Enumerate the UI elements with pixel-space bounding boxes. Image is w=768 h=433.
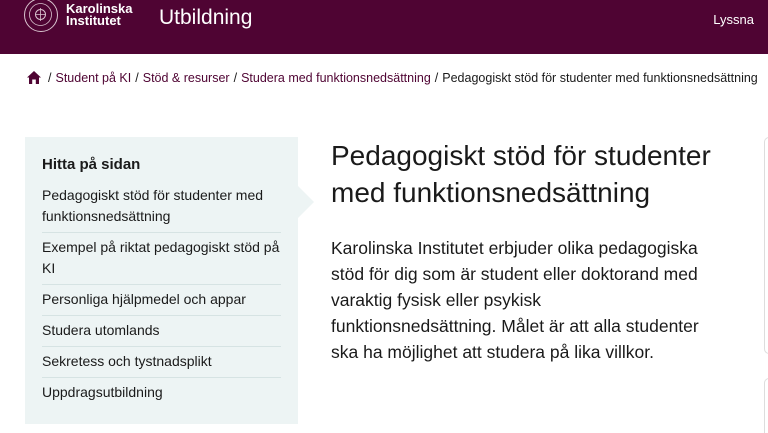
site-title[interactable]: Utbildning [159, 6, 253, 29]
breadcrumb-link-stod-resurser[interactable]: Stöd & resurser [142, 70, 230, 85]
site-header [0, 0, 768, 54]
toc-item[interactable]: Uppdragsutbildning [42, 384, 163, 400]
breadcrumb-current: Pedagogiskt stöd för studenter med funktionsnedsättning [442, 70, 758, 85]
toc-title: Hitta på sidan [42, 156, 141, 173]
breadcrumb-link-funktionsnedsattning[interactable]: Studera med funktionsnedsättning [241, 70, 431, 85]
ki-logo[interactable] [24, 0, 132, 36]
breadcrumb-separator: / [48, 70, 52, 85]
side-card-edge [764, 378, 768, 433]
toc-item[interactable]: Studera utomlands [42, 320, 281, 347]
toc-item[interactable]: Personliga hjälpmedel och appar [42, 289, 281, 316]
breadcrumb-separator: / [434, 70, 439, 85]
logo-wordmark: Karolinska Institutet [66, 1, 133, 28]
ki-seal-icon [24, 0, 58, 32]
breadcrumb [26, 70, 768, 85]
breadcrumb-separator: / [135, 70, 139, 85]
toc-item[interactable]: Sekretess och tystnadsplikt [42, 351, 281, 378]
breadcrumb-separator: / [233, 70, 238, 85]
table-of-contents [25, 137, 298, 424]
page-title: Pedagogiskt stöd för studenter med funktionsnedsättning [331, 140, 711, 208]
breadcrumb-link-student[interactable]: Student på KI [55, 70, 132, 85]
lead-paragraph: Karolinska Institutet erbjuder olika pedagogiska stöd för dig som är student eller doktorand med varaktig fysisk eller psykisk funktionsnedsättning. Målet är att alla studenter ska ha möjlighet att studera på lika villkor. [331, 238, 699, 362]
toc-item[interactable]: Exempel på riktat pedagogiskt stöd på KI [42, 237, 281, 285]
side-card-edge [764, 137, 768, 354]
main-content [331, 137, 711, 365]
toc-pointer [298, 186, 314, 218]
home-icon[interactable] [26, 70, 42, 85]
toc-item[interactable]: Pedagogiskt stöd för studenter med funktionsnedsättning [42, 185, 281, 233]
listen-button[interactable]: Lyssna [713, 12, 754, 27]
